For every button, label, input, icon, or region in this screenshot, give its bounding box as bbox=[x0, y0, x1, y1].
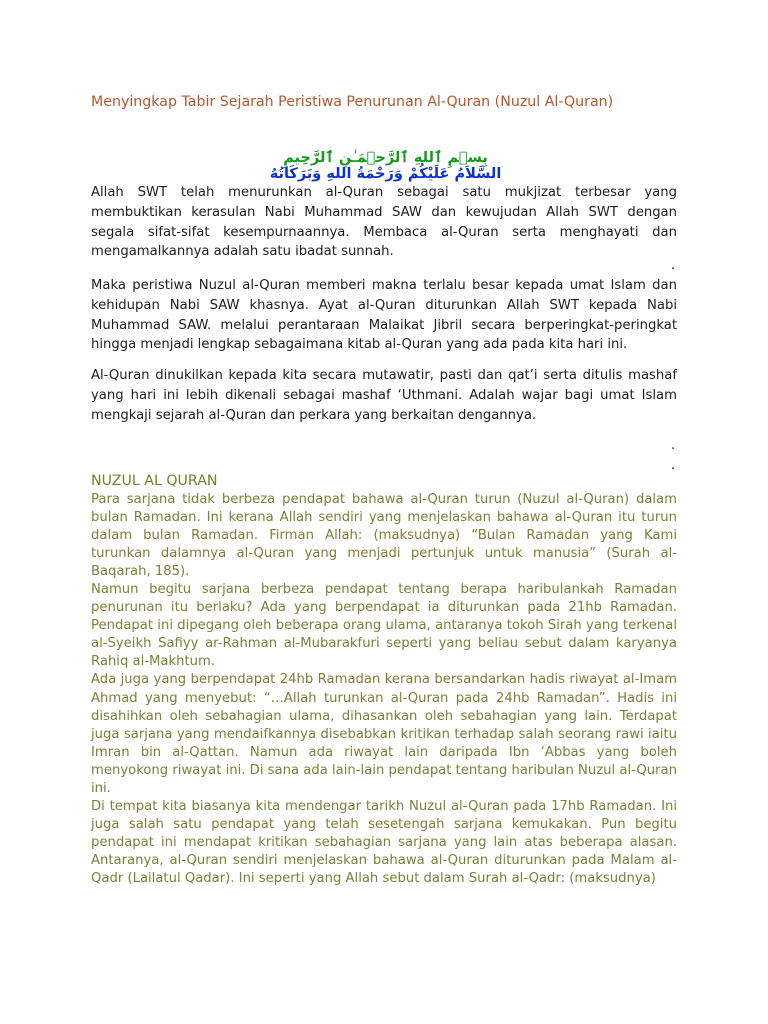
separator-dot: . bbox=[671, 438, 676, 453]
section-heading: NUZUL AL QURAN bbox=[91, 473, 218, 489]
section-body bbox=[91, 491, 677, 888]
salam-line: السَّلاَمُ عَلَيْكُمْ وَرَحْمَةُ اللهِ وَبَرَكَاتُهُ bbox=[269, 166, 502, 182]
section-paragraph: Para sarjana tidak berbeza pendapat bahawa al-Quran turun (Nuzul al-Quran) dalam bulan Ramadan. Ini kerana Allah sendiri yang menjelaskan bahawa al-Quran itu turun dalam bulan Ramadan. Firman Allah: (maksudnya) “Bulan Ramadan yang Kami turunkan dalamnya al-Quran yang menjadi pertunjuk untuk manusia” (Surah al-Baqarah, 185). bbox=[91, 492, 677, 580]
intro-paragraph-2: Maka peristiwa Nuzul al-Quran memberi makna terlalu besar kepada umat Islam dan kehidupan Nabi SAW khasnya. Ayat al-Quran diturunkan Allah SWT kepada Nabi Muhammad SAW. melalui perantaraan Malaikat Jibril secara berperingkat-peringkat hingga menjadi lengkap sebagaimana kitab al-Quran yang ada pada kita hari ini. bbox=[91, 278, 677, 353]
section-paragraph: Di tempat kita biasanya kita mendengar tarikh Nuzul al-Quran pada 17hb Ramadan. Ini juga salah satu pendapat yang telah sesetengah sarjana kemukakan. Pun begitu pendapat ini mendapat kritikan sebahagian sarjana yang lain atas beberapa alasan. Antaranya, al-Quran sendiri menjelaskan bahawa al-Quran diturunkan pada Malam al-Qadr (Lailatul Qadar). Ini seperti yang Allah sebut dalam Surah al-Qadr: (maksudnya) bbox=[91, 798, 677, 886]
bismillah-line: بِسۡمِ ٱللهِ ٱلرَّحۡمَـٰنِ ٱلرَّحِيمِ bbox=[283, 150, 488, 166]
separator-dot: . bbox=[671, 458, 676, 473]
section-paragraph: Ada juga yang berpendapat 24hb Ramadan kerana bersandarkan hadis riwayat al-Imam Ahmad yang menyebut: “…Allah turunkan al-Quran pada 24hb Ramadan”. Hadis ini disahihkan oleh sebahagian ulama, dihasankan oleh sebahagian yang lain. Terdapat juga sarjana yang mendaifkannya disebabkan kritikan terhadap salah seorang rawi iaitu Imran bin al-Qattan. Namun ada riwayat lain daripada Ibn ‘Abbas yang boleh menyokong riwayat ini. Di sana ada lain-lain pendapat tentang haribulan Nuzul al-Quran ini. bbox=[91, 672, 677, 796]
intro-paragraph-3: Al-Quran dinukilkan kepada kita secara mutawatir, pasti dan qat’i serta ditulis mashaf yang hari ini lebih dikenali sebagai mashaf ‘Uthmani. Adalah wajar bagi umat Islam mengkaji sejarah al-Quran dan perkara yang berkaitan dengannya. bbox=[91, 368, 677, 423]
section-paragraph: Namun begitu sarjana berbeza pendapat tentang berapa haribulankah Ramadan penurunan itu berlaku? Ada yang berpendapat ia diturunkan pada 21hb Ramadan. Pendapat ini dipegang oleh beberapa orang ulama, antaranya tokoh Sirah yang terkenal al-Syeikh Safiyy ar-Rahman al-Mubarakfuri seperti yang beliau sebut dalam karyanya Rahiq al-Makhtum. bbox=[91, 582, 677, 670]
separator-dot: . bbox=[671, 258, 676, 273]
document-title: Menyingkap Tabir Sejarah Peristiwa Penurunan Al-Quran (Nuzul Al-Quran) bbox=[91, 94, 614, 110]
intro-paragraph-1: Allah SWT telah menurunkan al-Quran sebagai satu mukjizat terbesar yang membuktikan kerasulan Nabi Muhammad SAW dan kewujudan Allah SWT dengan segala sifat-sifat kesempurnaannya. Membaca al-Quran serta menghayati dan mengamalkannya adalah satu ibadat sunnah. bbox=[91, 185, 677, 260]
